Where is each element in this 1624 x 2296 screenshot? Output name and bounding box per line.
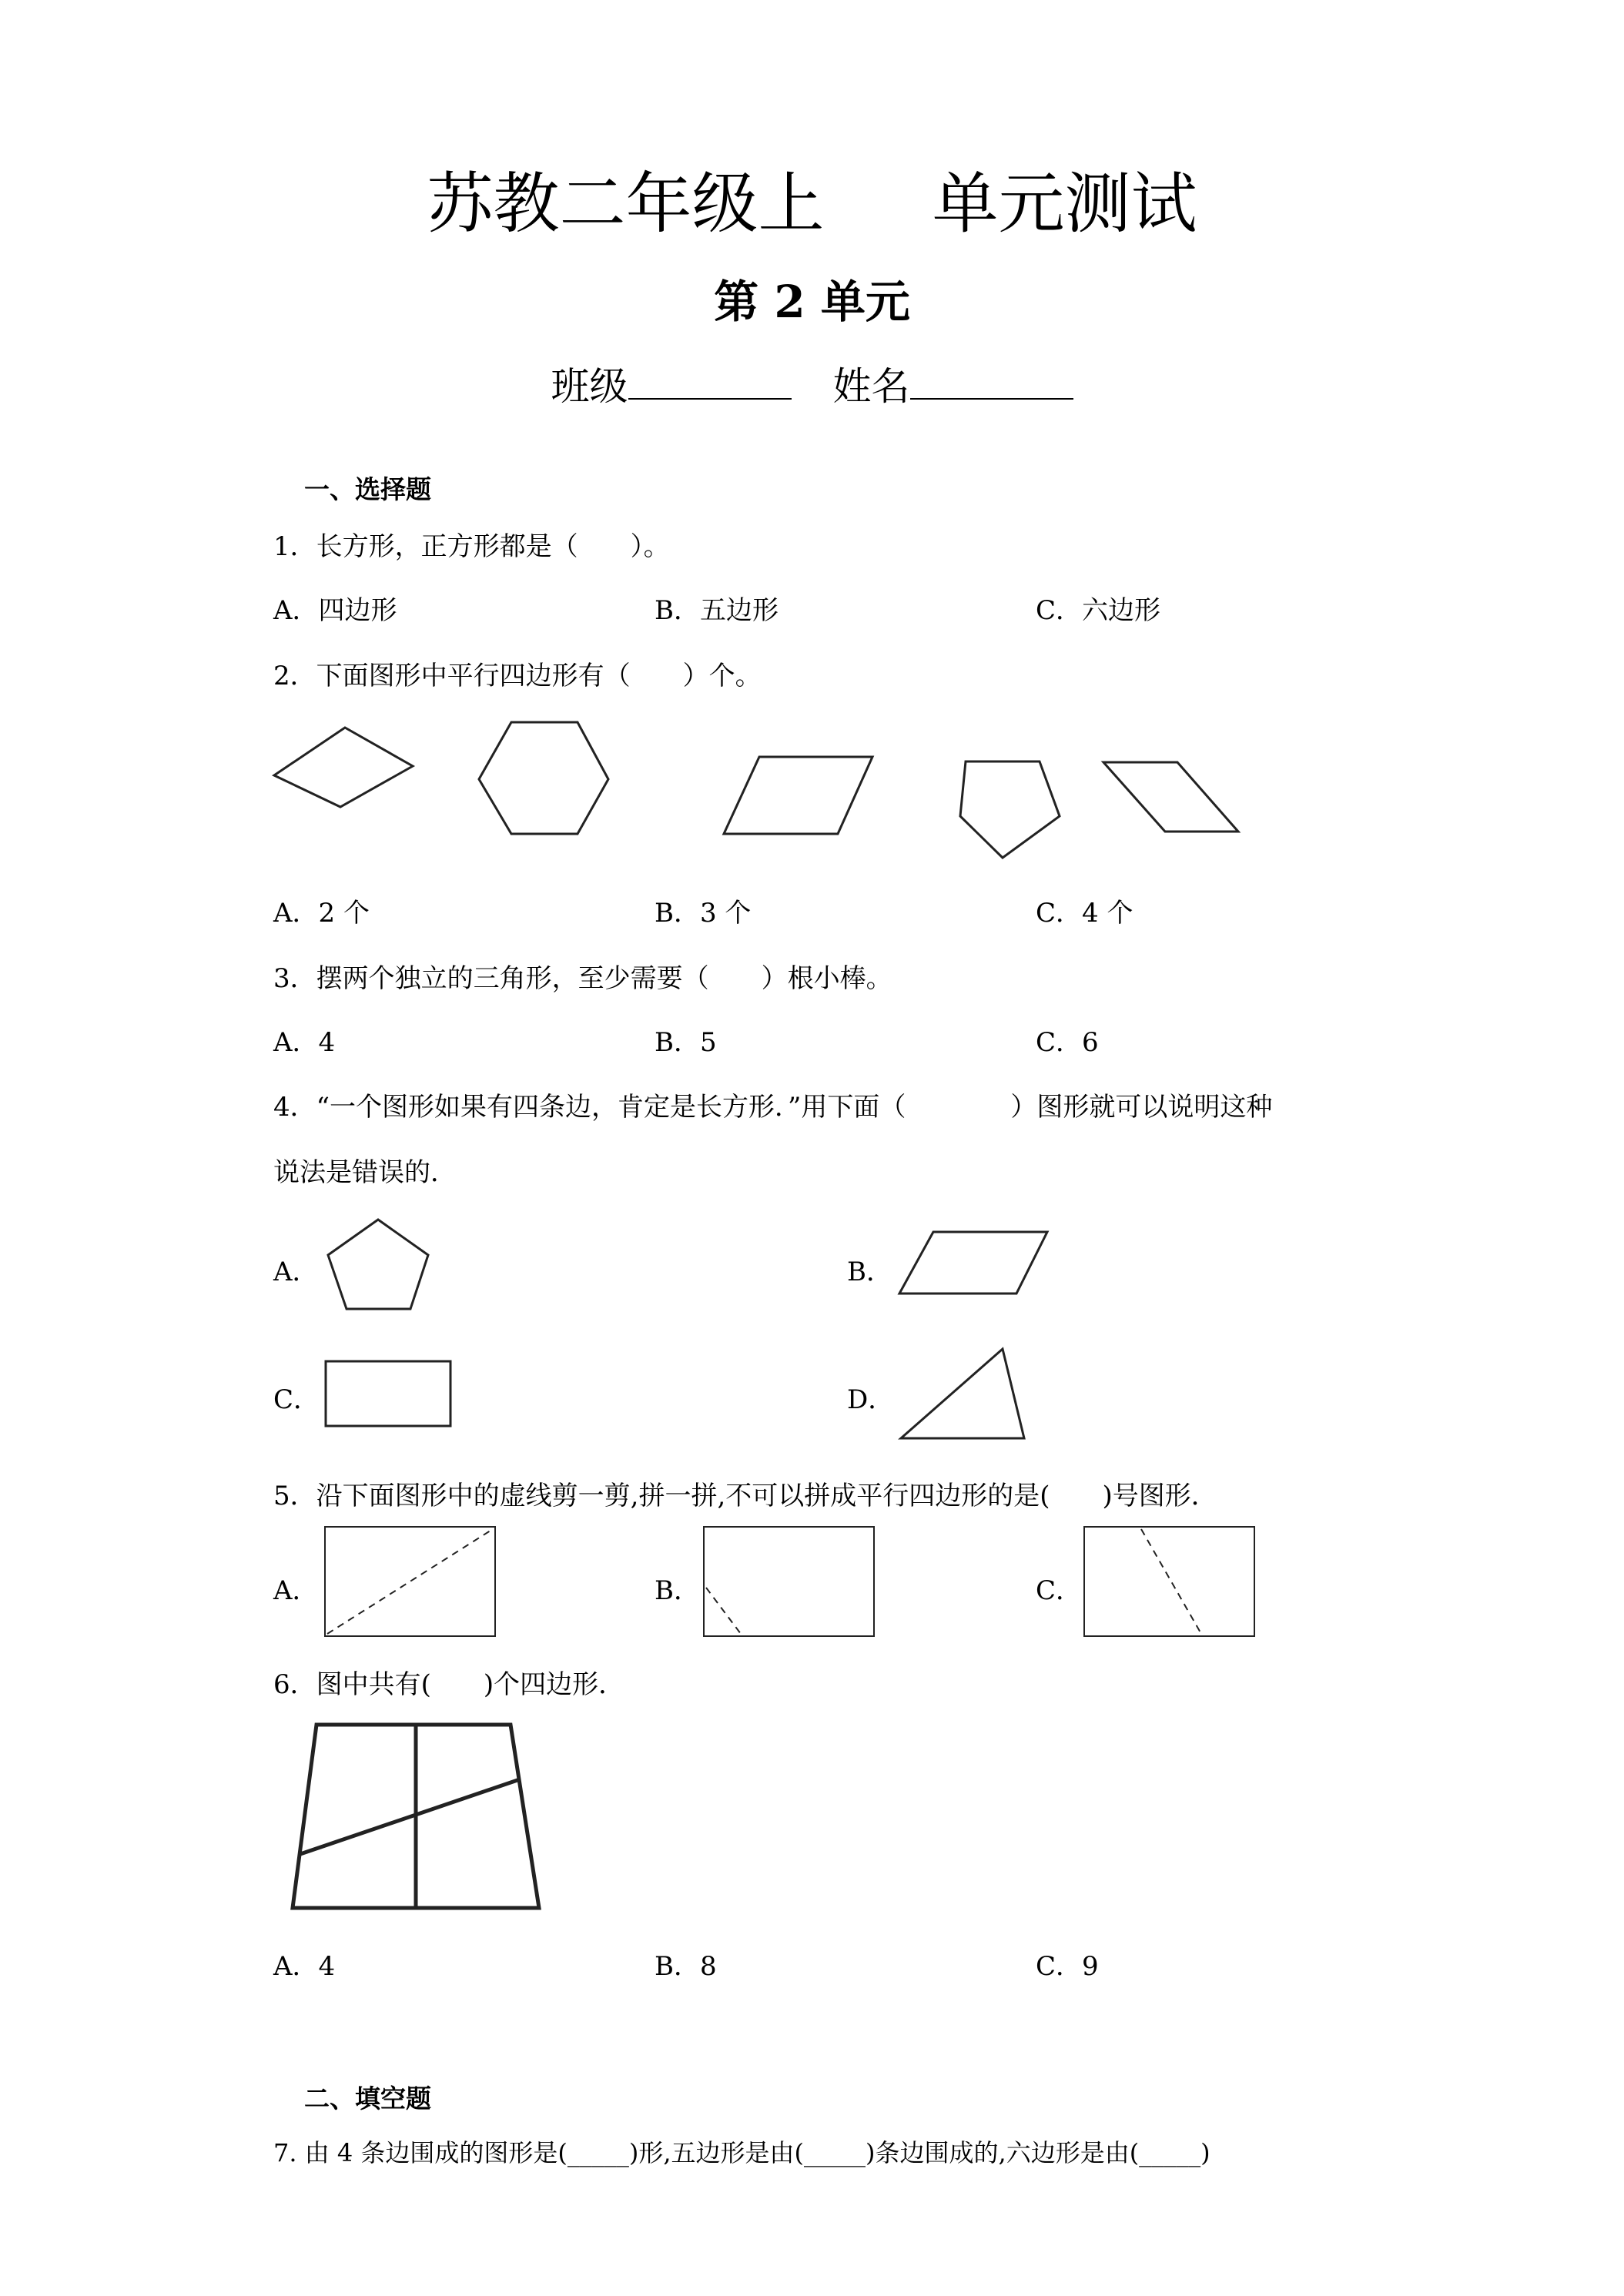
q4-option-a[interactable]: A． xyxy=(273,1257,319,1287)
question-4-line-1: 4．“一个图形如果有四条边，肯定是长方形．”用下面（ ）图形就可以说明这种 xyxy=(273,1092,1273,1123)
q4-option-b[interactable]: B． xyxy=(847,1257,892,1287)
diagonal-line xyxy=(300,1779,520,1854)
question-7: 7. 由 4 条边围成的图形是(_____)形,五边形是由(_____)条边围成的,六边形是由(_____) xyxy=(273,2138,1210,2167)
q4-option-c[interactable]: C． xyxy=(273,1384,320,1415)
q6-option-c[interactable]: C．9 xyxy=(1036,1951,1099,1982)
name-label: 姓名 xyxy=(832,364,910,409)
q6-option-a[interactable]: A．4 xyxy=(273,1951,336,1982)
q5-option-b[interactable]: B． xyxy=(655,1575,700,1606)
q1-option-b[interactable]: B．五边形 xyxy=(655,595,779,626)
q2-option-c[interactable]: C．4 个 xyxy=(1036,898,1133,929)
q5-option-a[interactable]: A． xyxy=(273,1575,319,1606)
class-label: 班级 xyxy=(551,364,628,409)
q4-option-d[interactable]: D． xyxy=(847,1384,895,1415)
q2-option-a[interactable]: A．2 个 xyxy=(273,898,370,929)
q1-option-c[interactable]: C．六边形 xyxy=(1036,595,1161,626)
q3-option-b[interactable]: B．5 xyxy=(655,1027,717,1058)
q2-option-b[interactable]: B．3 个 xyxy=(655,898,752,929)
question-4-line-2: 说法是错误的． xyxy=(273,1157,457,1188)
title-right: 单元测试 xyxy=(932,166,1197,243)
question-6: 6．图中共有( )个四边形． xyxy=(273,1669,625,1700)
q3-option-a[interactable]: A．4 xyxy=(273,1027,336,1058)
q5-option-c[interactable]: C． xyxy=(1036,1575,1083,1606)
question-1: 1．长方形，正方形都是（ ）。 xyxy=(273,531,670,562)
q1-option-a[interactable]: A．四边形 xyxy=(273,595,397,626)
section-heading-fill: 二、填空题 xyxy=(304,2083,431,2114)
q6-option-b[interactable]: B．8 xyxy=(655,1951,717,1982)
question-2: 2．下面图形中平行四边形有（ ）个。 xyxy=(273,661,762,691)
question-3: 3．摆两个独立的三角形，至少需要（ ）根小棒。 xyxy=(273,963,892,994)
q3-option-c[interactable]: C．6 xyxy=(1036,1027,1099,1058)
unit-label: 第 2 单元 xyxy=(714,276,910,328)
question-5: 5．沿下面图形中的虚线剪一剪,拼一拼,不可以拼成平行四边形的是( )号图形． xyxy=(273,1481,1217,1511)
section-heading-choice: 一、选择题 xyxy=(304,474,431,504)
title-left: 苏教二年级上 xyxy=(427,166,825,243)
